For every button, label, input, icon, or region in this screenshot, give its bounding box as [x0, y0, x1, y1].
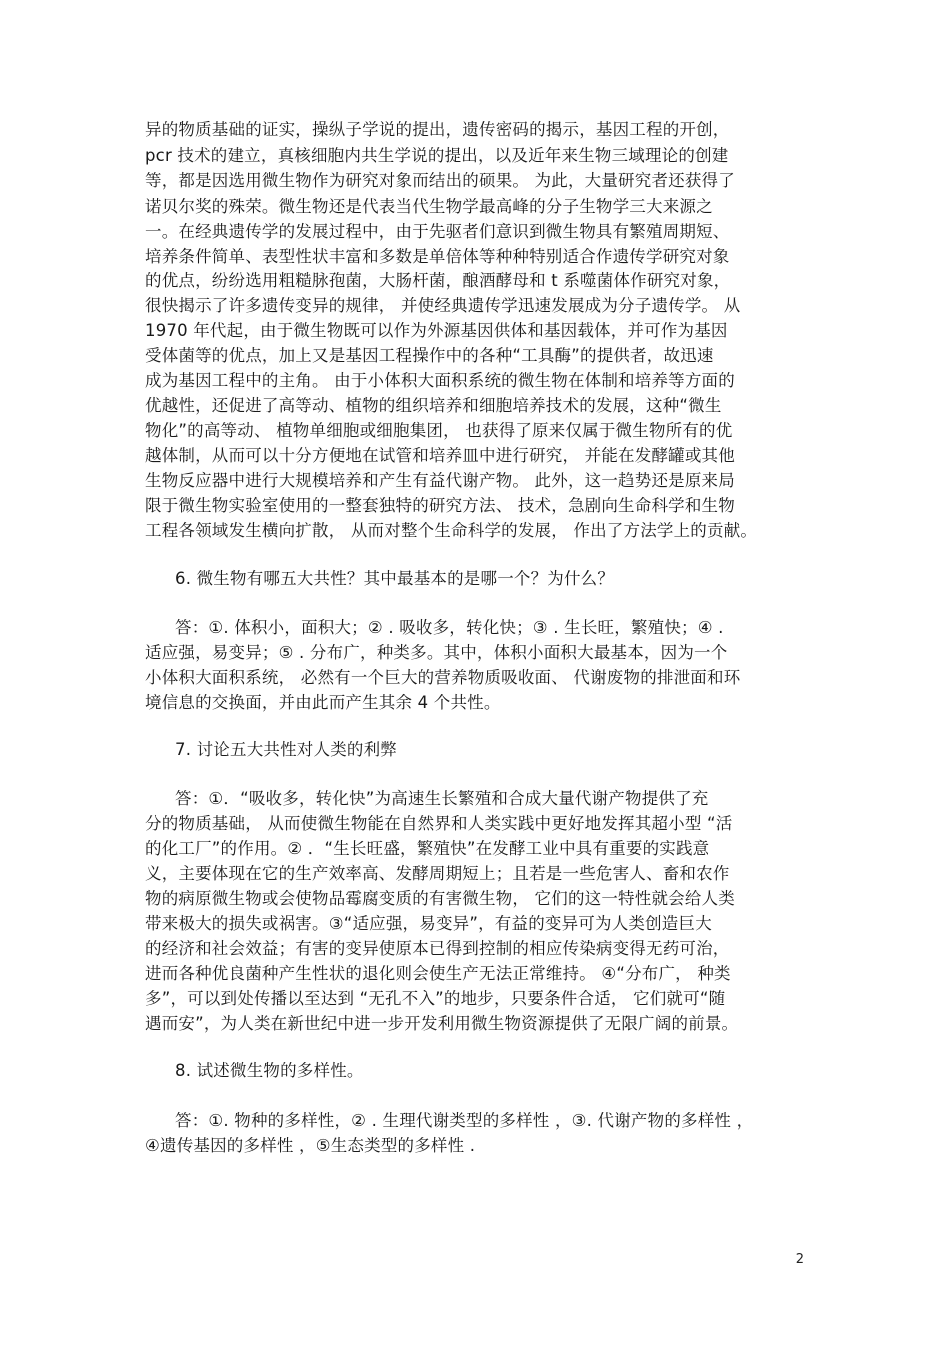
- answer-line: 答：①. 体积小，面积大；② . 吸收多，转化快；③ . 生长旺，繁殖快；④ .: [175, 618, 724, 637]
- question-heading: 8. 试述微生物的多样性。: [175, 1061, 364, 1080]
- text-line: 成为基因工程中的主角。 由于小体积大面积系统的微生物在体制和培养等方面的: [145, 371, 735, 390]
- answer-line: 多”，可以到处传播以至达到 “无孔不入”的地步，只要条件合适， 它们就可“随: [145, 989, 726, 1008]
- text-line: 诺贝尔奖的殊荣。微生物还是代表当代生物学最高峰的分子生物学三大来源之: [145, 197, 713, 216]
- answer-line: 境信息的交换面，并由此而产生其余 4 个共性。: [145, 693, 501, 712]
- text-line: 的优点，纷纷选用粗糙脉孢菌，大肠杆菌，酿酒酵母和 t 系噬菌体作研究对象，: [145, 271, 731, 290]
- answer-line: 小体积大面积系统， 必然有一个巨大的营养物质吸收面、 代谢废物的排泄面和环: [145, 668, 741, 687]
- text-line: 一。在经典遗传学的发展过程中，由于先驱者们意识到微生物具有繁殖周期短、: [145, 222, 730, 241]
- text-line: 很快揭示了许多遗传变异的规律， 并使经典遗传学迅速发展成为分子遗传学。 从: [145, 296, 741, 315]
- page-number: 2: [795, 1252, 804, 1267]
- text-line: 越体制，从而可以十分方便地在试管和培养皿中进行研究， 并能在发酵罐或其他: [145, 446, 735, 465]
- answer-line: ④遗传基因的多样性 ，⑤生态类型的多样性 .: [145, 1136, 476, 1155]
- answer-line: 答：①. 物种的多样性，② . 生理代谢类型的多样性 ，③. 代谢产物的多样性 ，: [175, 1111, 754, 1130]
- answer-line: 进而各种优良菌种产生性状的退化则会使生产无法正常维持。 ④“分布广， 种类: [145, 964, 731, 983]
- answer-line: 适应强，易变异；⑤ . 分布广，种类多。其中，体积小面积大最基本，因为一个: [145, 643, 728, 662]
- text-line: 受体菌等的优点，加上又是基因工程操作中的各种“工具酶”的提供者，故迅速: [145, 346, 714, 365]
- text-line: 生物反应器中进行大规模培养和产生有益代谢产物。 此外，这一趋势还是原来局: [145, 471, 735, 490]
- text-line: 限于微生物实验室使用的一整套独特的研究方法、 技术，急剧向生命科学和生物: [145, 496, 735, 515]
- text-line: pcr 技术的建立，真核细胞内共生学说的提出，以及近年来生物三域理论的创建: [145, 146, 729, 165]
- text-line: 优越性，还促进了高等动、植物的组织培养和细胞培养技术的发展，这种“微生: [145, 396, 722, 415]
- text-line: 培养条件简单、表型性状丰富和多数是单倍体等种种特别适合作遗传学研究对象: [145, 247, 730, 266]
- text-line: 1970 年代起，由于微生物既可以作为外源基因供体和基因载体，并可作为基因: [145, 321, 728, 340]
- answer-line: 分的物质基础， 从而使微生物能在自然界和人类实践中更好地发挥其超小型 “活: [145, 814, 733, 833]
- text-line: 工程各领域发生横向扩散， 从而对整个生命科学的发展， 作出了方法学上的贡献。: [145, 521, 758, 540]
- text-line: 物化”的高等动、 植物单细胞或细胞集团， 也获得了原来仅属于微生物所有的优: [145, 421, 733, 440]
- question-heading: 6. 微生物有哪五大共性？其中最基本的是哪一个？为什么？: [175, 569, 615, 588]
- answer-line: 的化工厂”的作用。② ．“生长旺盛，繁殖快”在发酵工业中具有重要的实践意: [145, 839, 710, 858]
- answer-line: 义，主要体现在它的生产效率高、发酵周期短上；且若是一些危害人、畜和农作: [145, 864, 730, 883]
- text-line: 异的物质基础的证实，操纵子学说的提出，遗传密码的揭示，基因工程的开创，: [145, 120, 730, 139]
- answer-line: 答：①．“吸收多，转化快”为高速生长繁殖和合成大量代谢产物提供了充: [175, 789, 709, 808]
- answer-line: 的经济和社会效益；有害的变异使原本已得到控制的相应传染病变得无药可治，: [145, 939, 730, 958]
- text-line: 等，都是因选用微生物作为研究对象而结出的硕果。 为此，大量研究者还获得了: [145, 171, 735, 190]
- question-heading: 7. 讨论五大共性对人类的利弊: [175, 740, 397, 759]
- answer-line: 物的病原微生物或会使物品霉腐变质的有害微生物， 它们的这一特性就会给人类: [145, 889, 735, 908]
- answer-line: 遇而安”，为人类在新世纪中进一步开发利用微生物资源提供了无限广阔的前景。: [145, 1014, 739, 1033]
- answer-line: 带来极大的损失或祸害。③“适应强，易变异”，有益的变异可为人类创造巨大: [145, 914, 712, 933]
